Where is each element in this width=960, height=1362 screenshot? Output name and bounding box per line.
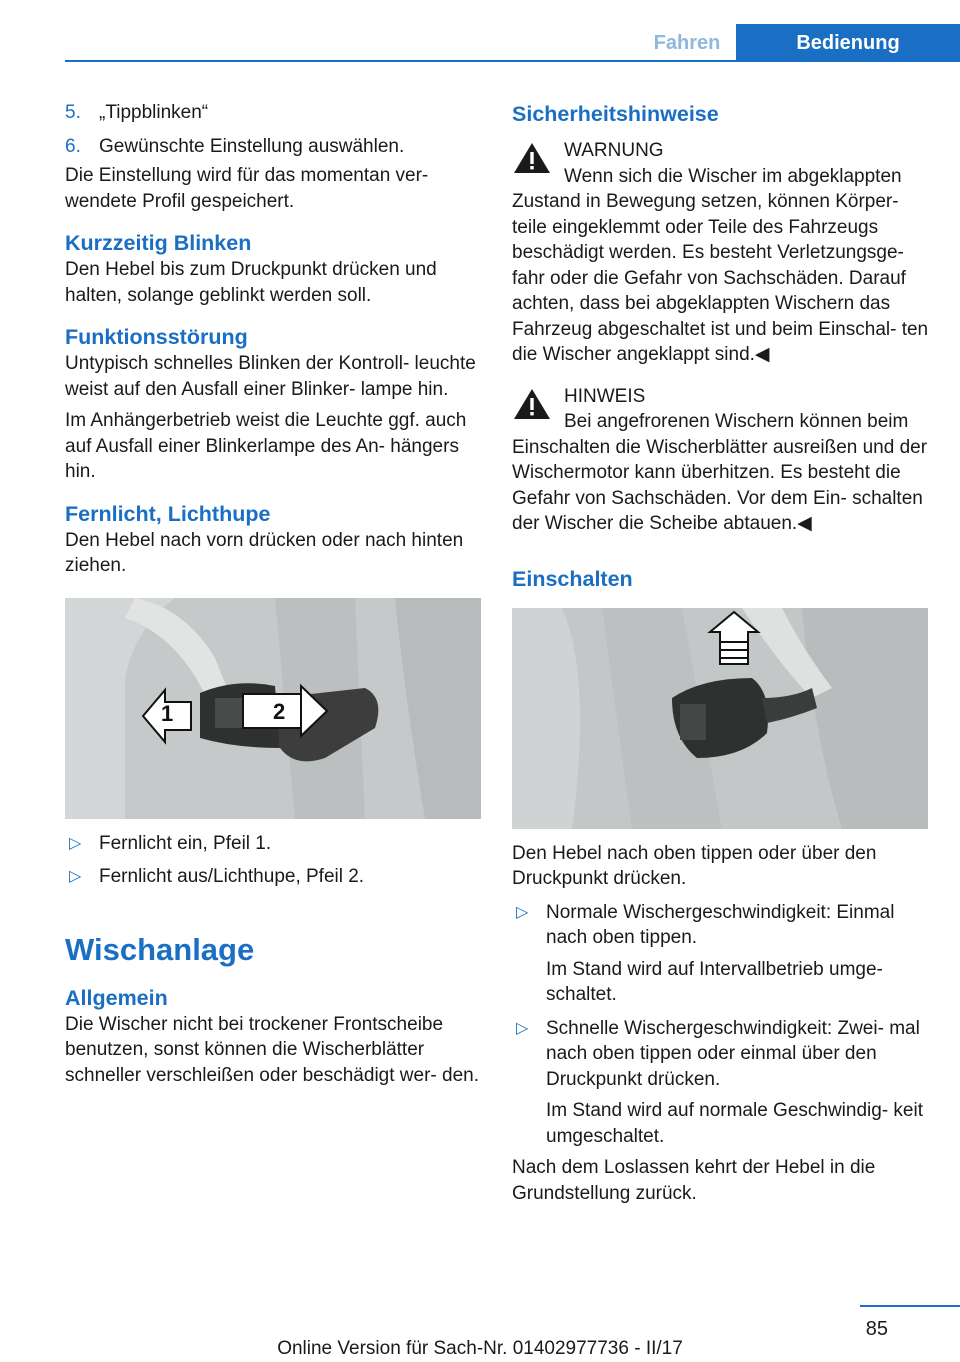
- footer-rule: [860, 1305, 960, 1307]
- fernlicht-heading: Fernlicht, Lichthupe: [65, 501, 271, 526]
- bullet-triangle-icon: ▷: [516, 903, 529, 921]
- warning-triangle-icon: [512, 140, 552, 176]
- kurzzeitig-blinken-heading: Kurzzeitig Blinken: [65, 231, 252, 255]
- tab-bedienung[interactable]: Bedienung: [736, 24, 960, 62]
- bullet-subtext: Im Stand wird auf Intervallbetrieb umge‐ schaltet.: [546, 958, 883, 1005]
- bullet-text: Fernlicht ein, Pfeil 1.: [99, 832, 272, 854]
- lever-illustration: [65, 598, 481, 819]
- notice-text: Bei angefrorenen Wischern können beim Einschalten die Wischerblätter ausreißen und der Wischermotor kann überhitzen. Es besteht die Gefahr von Sachschäden. Vor dem Ein‐ schalten der Wischer die Scheibe abtauen.◀: [512, 411, 928, 534]
- einschalten-heading: Einschalten: [512, 566, 633, 591]
- bullet-text: Fernlicht aus/Lichthupe, Pfeil 2.: [99, 866, 365, 887]
- fernlicht-text: Den Hebel nach vorn drücken oder nach hinten ziehen.: [65, 529, 464, 576]
- list-number: 6.: [65, 135, 81, 157]
- warning-label: WARNUNG: [564, 140, 664, 161]
- notice-label: HINWEIS: [564, 385, 646, 407]
- sicherheitshinweise-heading: Sicherheitshinweise: [512, 102, 719, 126]
- allgemein-text: Die Wischer nicht bei trockener Frontscheibe benutzen, sonst können die Wischerblätter schneller verschleißen oder beschädigt wer‐ den.: [65, 1013, 479, 1086]
- bullet-triangle-icon: ▷: [69, 868, 82, 885]
- list-item: [65, 864, 483, 890]
- arrow-label-2: 2: [273, 698, 286, 724]
- allgemein-heading: Allgemein: [65, 985, 168, 1010]
- warning-text: Wenn sich die Wischer im abgeklappten Zustand in Bewegung setzen, können Körper‐ teile eingeklemmt oder Teile des Fahrzeugs beschädigt werden. Es besteht Verletzungsge‐ fahr oder die Gefahr von Sachschäden. Darauf achten, dass bei abgeklappten Wischern das Fahrzeug abgeschaltet ist und beim Einschal‐ ten die Wischer angeklappt sind.◀: [512, 165, 929, 365]
- list-text: Gewünschte Einstellung auswählen.: [99, 135, 405, 157]
- online-version-footer: Online Version für Sach-Nr. 01402977736 - II/17: [277, 1338, 683, 1359]
- tab-fahren[interactable]: Fahren: [653, 32, 721, 54]
- wischanlage-heading: Wischanlage: [65, 931, 255, 967]
- notice-triangle-icon: [512, 386, 552, 422]
- arrow-label-1: 1: [161, 700, 174, 726]
- bullet-text: Schnelle Wischergeschwindigkeit: Zwei‐ mal nach oben tippen oder einmal über den Druckpunkt drücken.: [546, 1017, 920, 1090]
- notice-block: [512, 384, 930, 537]
- page-number: 85: [865, 1318, 888, 1340]
- kurzzeitig-blinken-text: Den Hebel bis zum Druckpunkt drücken und halten, solange geblinkt werden soll.: [65, 259, 437, 306]
- closing-text: Nach dem Loslassen kehrt der Hebel in die Grundstellung zurück.: [512, 1157, 876, 1204]
- list-item: [65, 134, 483, 160]
- bullet-triangle-icon: ▷: [516, 1019, 529, 1037]
- profile-note: Die Einstellung wird für das momentan ver‐ wendete Profil gespeichert.: [65, 165, 429, 212]
- list-item: [65, 100, 483, 126]
- bullet-text: Normale Wischergeschwindigkeit: Einmal nach oben tippen.: [546, 901, 895, 948]
- list-number: 5.: [65, 102, 81, 123]
- list-text: „Tippblinken“: [99, 102, 209, 123]
- funktionsstoerung-heading: Funktionsstörung: [65, 325, 248, 349]
- bullet-triangle-icon: ▷: [69, 834, 82, 852]
- funktionsstoerung-text-2: Im Anhängerbetrieb weist die Leuchte ggf. auch auf Ausfall einer Blinkerlampe des An‐ hängers hin.: [65, 410, 467, 482]
- list-item: [65, 831, 483, 857]
- wiper-illustration: [512, 608, 928, 829]
- bullet-subtext: Im Stand wird auf normale Geschwindig‐ keit umgeschaltet.: [546, 1100, 923, 1147]
- fernlicht-lever-figure: [65, 598, 481, 819]
- list-item: [512, 1016, 930, 1093]
- left-column: [65, 100, 483, 1088]
- right-column: [512, 100, 930, 1206]
- wiper-lever-figure: [512, 608, 928, 829]
- list-item: [512, 900, 930, 951]
- funktionsstoerung-text-1: Untypisch schnelles Blinken der Kontroll‐ leuchte weist auf den Ausfall einer Blinker‐ lampe hin.: [65, 353, 476, 400]
- einschalten-text: Den Hebel nach oben tippen oder über den Druckpunkt drücken.: [512, 842, 877, 889]
- warning-block: [512, 138, 930, 368]
